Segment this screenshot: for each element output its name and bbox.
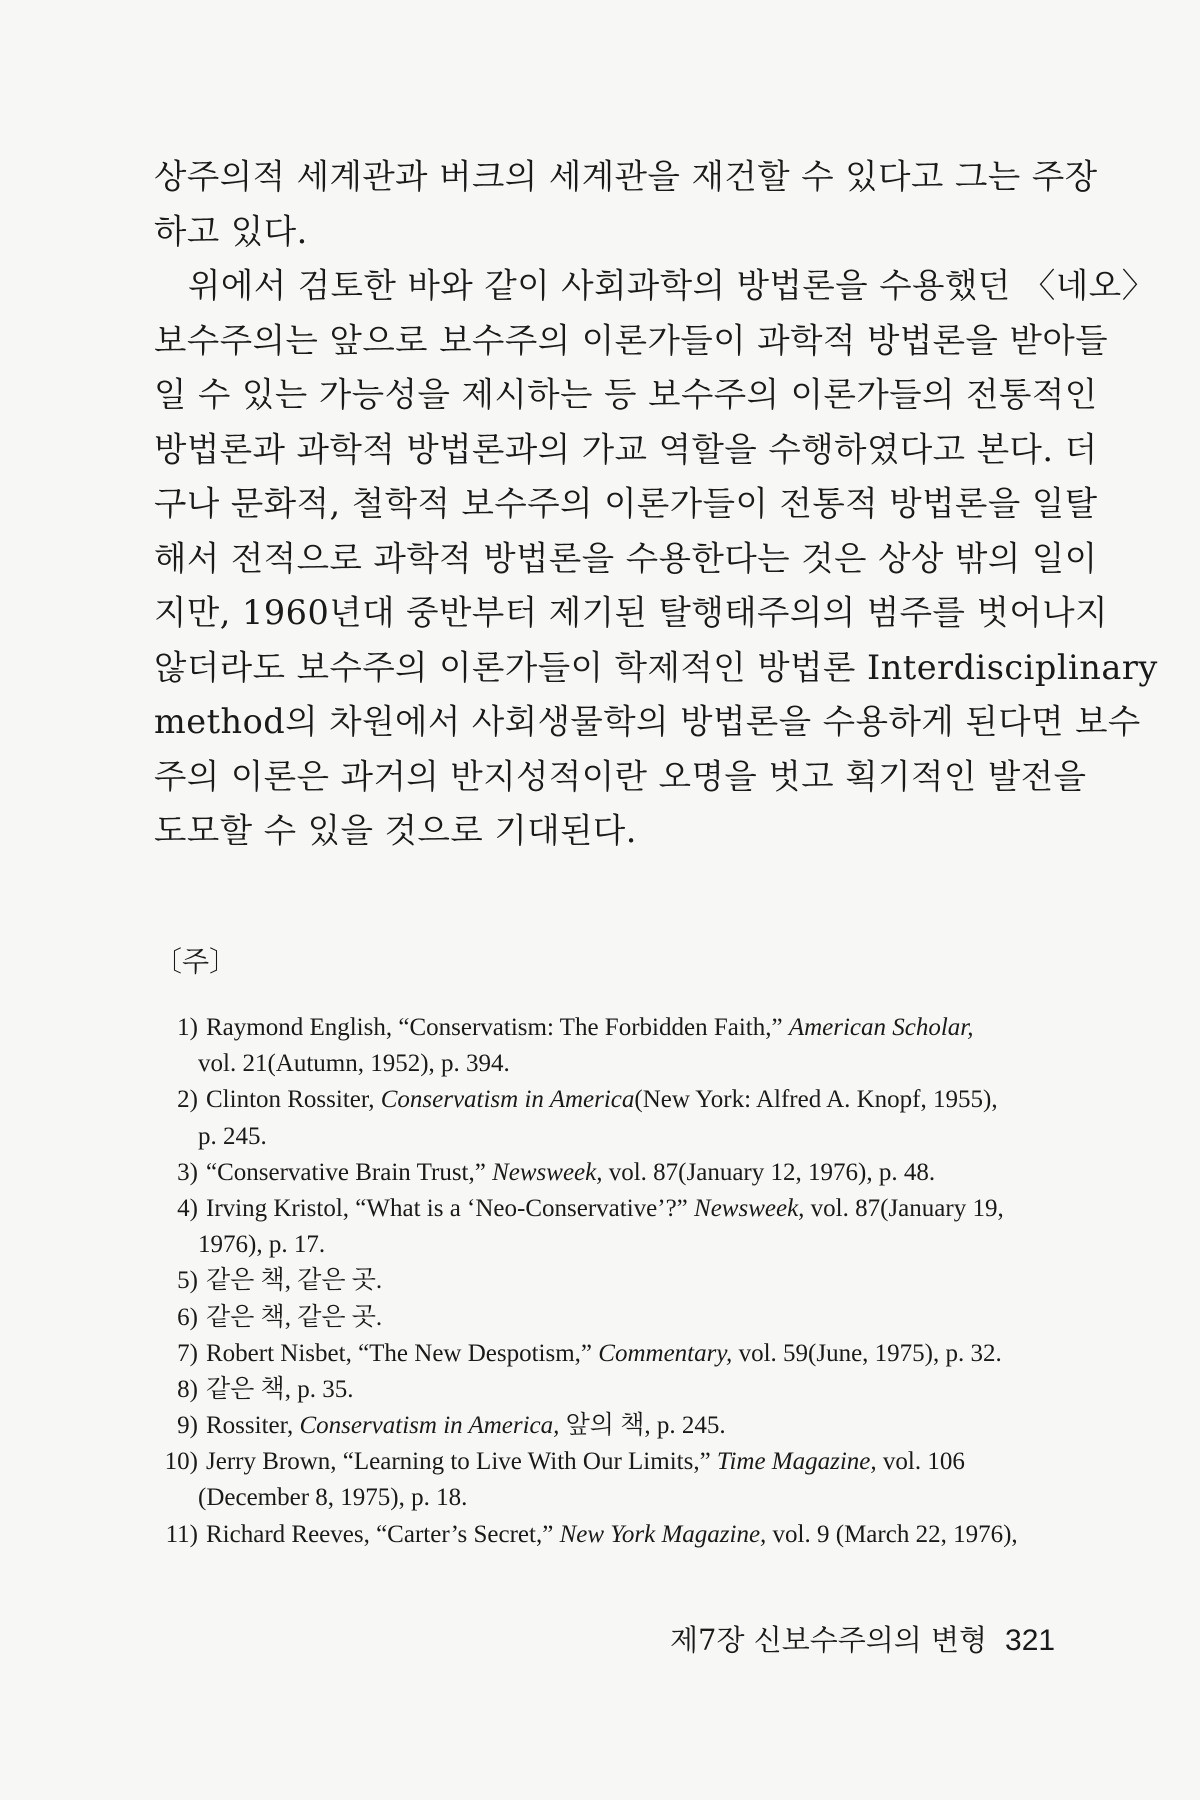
- body-line: 보수주의는 앞으로 보수주의 이론가들이 과학적 방법론을 받아들: [154, 320, 1109, 360]
- footnote-number: 9): [177, 1412, 198, 1440]
- notes-heading: 〔주〕: [154, 945, 238, 978]
- footnote-text: Clinton Rossiter,: [206, 1086, 381, 1114]
- body-line: 위에서 검토한 바와 같이 사회과학의 방법론을 수용했던 〈네오〉: [188, 266, 1156, 305]
- footnote-italic-title: Time Magazine,: [716, 1448, 877, 1476]
- footnote-text: vol. 87(January 12, 1976), p. 48.: [602, 1158, 936, 1186]
- footnote-italic-title: Commentary,: [598, 1339, 733, 1367]
- footnote-text: 앞의 책, p. 245.: [559, 1412, 726, 1440]
- footnote-line: [162, 1263, 1052, 1299]
- footnote-line: [162, 1119, 1052, 1155]
- body-line: 일 수 있는 가능성을 제시하는 등 보수주의 이론가들의 전통적인: [154, 375, 1098, 414]
- body-line: 도모할 수 있을 것으로 기대된다.: [154, 811, 637, 850]
- footnote-number: 11): [165, 1520, 198, 1548]
- footnote-text: (New York: Alfred A. Knopf, 1955),: [634, 1086, 998, 1114]
- body-line: 지만, 1960년대 중반부터 제기된 탈행태주의의 범주를 벗어나지: [154, 593, 1108, 632]
- footnote-line: [162, 1517, 1052, 1553]
- body-line: 않더라도 보수주의 이론가들이 학제적인 방법론 Interdisciplinary: [154, 647, 1158, 687]
- footnote-line: [162, 1046, 1052, 1082]
- footnote-line: [162, 1082, 1052, 1118]
- body-text: [154, 150, 1158, 859]
- body-line: 상주의적 세계관과 버크의 세계관을 재건할 수 있다고 그는 주장: [154, 157, 1098, 196]
- footnote-text: vol. 106: [876, 1448, 965, 1476]
- footnote-text: Jerry Brown, “Learning to Live With Our Limits,”: [206, 1448, 717, 1476]
- body-line: 해서 전적으로 과학적 방법론을 수용한다는 것은 상상 밖의 일이: [154, 538, 1098, 578]
- footnote-italic-title: Newsweek,: [492, 1158, 603, 1186]
- footnote-line: [162, 1372, 1052, 1408]
- footnote-text: vol. 9 (March 22, 1976),: [766, 1520, 1018, 1548]
- body-line: 구나 문화적, 철학적 보수주의 이론가들이 전통적 방법론을 일탈: [154, 484, 1098, 523]
- footnote-line: [162, 1408, 1052, 1444]
- footnote-line: [162, 1155, 1052, 1191]
- footnote-number: 3): [177, 1158, 198, 1186]
- footnote-text: Robert Nisbet, “The New Despotism,”: [206, 1339, 599, 1367]
- footnote-number: 4): [177, 1194, 198, 1222]
- footnote-italic-title: Conservatism in America,: [299, 1412, 560, 1440]
- footnote-line: [162, 1480, 1052, 1516]
- footnote-number: 7): [177, 1339, 198, 1367]
- footnote-number: 10): [164, 1448, 198, 1476]
- footnote-number: 5): [177, 1267, 198, 1295]
- footnote-line: [162, 1227, 1052, 1263]
- footnote-text: 같은 책, 같은 곳.: [206, 1303, 383, 1331]
- footnote-text: vol. 87(January 19,: [804, 1194, 1004, 1222]
- page-number: 321: [1005, 1624, 1056, 1657]
- footnote-italic-title: Newsweek,: [694, 1194, 805, 1222]
- footnote-number: 8): [177, 1375, 198, 1403]
- footnote-line: [162, 1444, 1052, 1480]
- body-line: 주의 이론은 과거의 반지성적이란 오명을 벗고 획기적인 발전을: [154, 756, 1087, 796]
- footnote-italic-title: American Scholar,: [788, 1014, 974, 1041]
- footnote-text: Irving Kristol, “What is a ‘Neo-Conservative’?”: [206, 1194, 695, 1222]
- footnote-text: Richard Reeves, “Carter’s Secret,”: [206, 1520, 560, 1548]
- page-footer: [670, 1620, 1055, 1661]
- footnote-text: (December 8, 1975), p. 18.: [198, 1484, 468, 1512]
- footnote-italic-title: New York Magazine,: [559, 1520, 767, 1548]
- footnote-number: 2): [177, 1086, 198, 1114]
- body-line: 하고 있다.: [154, 211, 308, 251]
- footnote-text: Rossiter,: [206, 1412, 300, 1440]
- footnote-text: vol. 59(June, 1975), p. 32.: [732, 1339, 1002, 1367]
- footnote-text: Raymond English, “Conservatism: The Forbidden Faith,”: [206, 1014, 789, 1041]
- footnote-text: p. 245.: [198, 1122, 267, 1150]
- footnote-text: vol. 21(Autumn, 1952), p. 394.: [198, 1050, 510, 1078]
- footnote-text: 1976), p. 17.: [198, 1231, 326, 1259]
- footnotes-list: [162, 1010, 1052, 1553]
- footnote-number: 6): [177, 1303, 198, 1331]
- footnote-line: [162, 1191, 1052, 1227]
- body-line: method의 차원에서 사회생물학의 방법론을 수용하게 된다면 보수: [154, 702, 1141, 741]
- footnote-line: [162, 1336, 1052, 1372]
- body-line: 방법론과 과학적 방법론과의 가교 역할을 수행하였다고 본다. 더: [154, 429, 1098, 469]
- footnote-text: 같은 책, 같은 곳.: [206, 1267, 383, 1295]
- footnote-text: “Conservative Brain Trust,”: [206, 1158, 493, 1186]
- footnote-line: [162, 1300, 1052, 1336]
- chapter-title: 제7장 신보수주의의 변형: [670, 1623, 988, 1657]
- footnote-number: 1): [177, 1014, 198, 1041]
- footnote-text: 같은 책, p. 35.: [206, 1375, 354, 1403]
- footnote-italic-title: Conservatism in America: [380, 1086, 635, 1114]
- footnote-line: [162, 1010, 1052, 1046]
